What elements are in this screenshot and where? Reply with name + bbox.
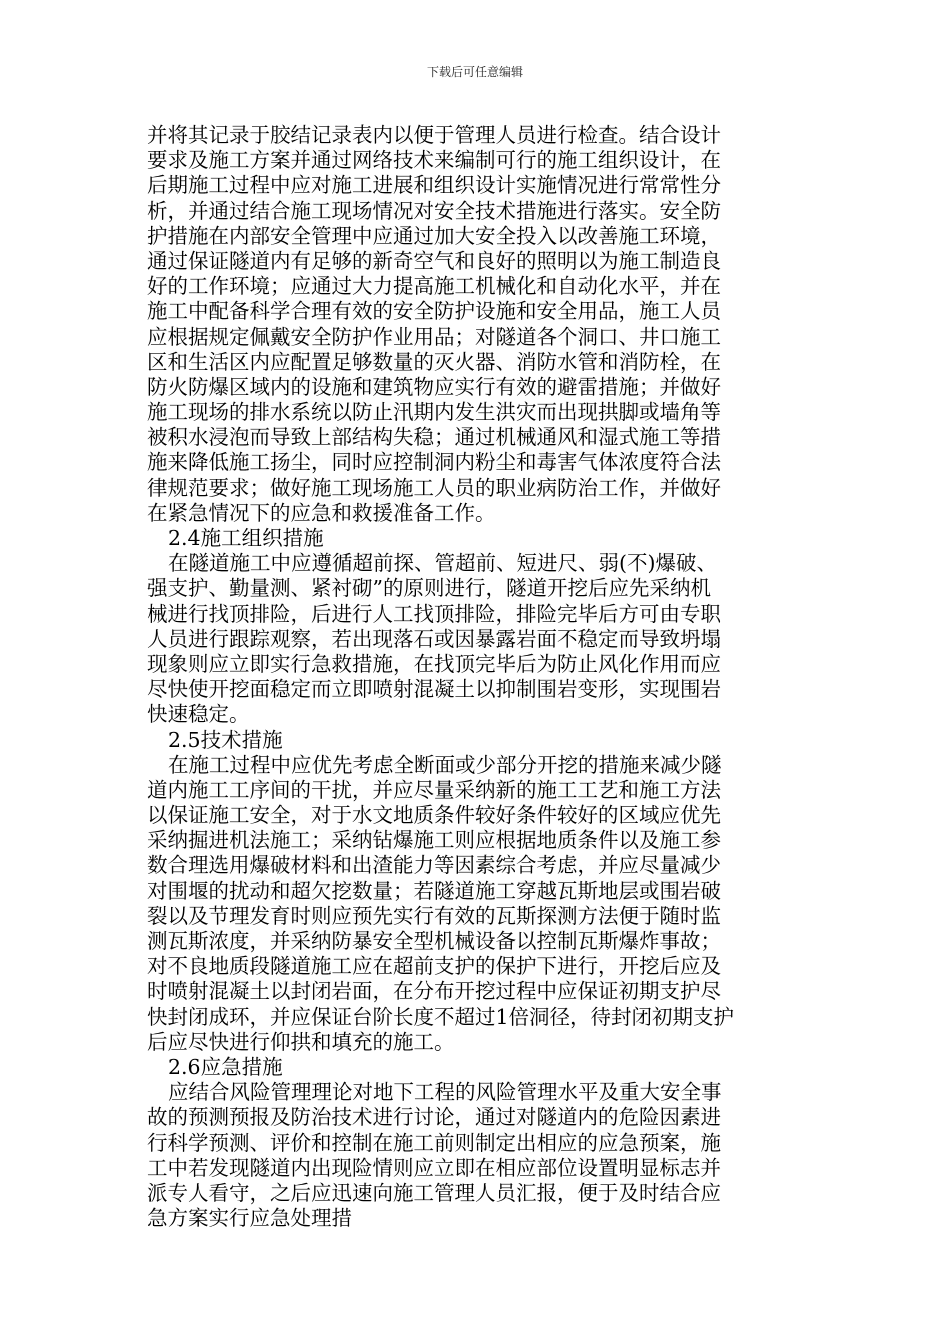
- heading-emergency-measures: [147, 1055, 811, 1080]
- section-heading: 2.5技术措施: [168, 727, 283, 752]
- text-line: 在紧急情况下的应急和救援准备工作。: [147, 500, 496, 525]
- section-heading: 2.4施工组织措施: [168, 526, 324, 550]
- text-line: 现象则应立即实行急救措施，在找顶完毕后为防止风化作用而应: [147, 651, 721, 676]
- text-line: 在隧道施工中应遵循超前探、管超前、短进尺、弱(不)爆破、: [168, 551, 717, 576]
- text-line: 以保证施工安全，对于水文地质条件较好条件较好的区域应优先: [147, 803, 721, 828]
- text-line: 好的工作环境；应通过大力提高施工机械化和自动化水平，并在: [147, 274, 721, 299]
- text-line: 道内施工工序间的干扰，并应尽量采纳新的施工工艺和施工方法: [147, 777, 721, 802]
- text-line: 应根据规定佩戴安全防护作业用品；对隧道各个洞口、井口施工: [147, 324, 721, 349]
- heading-construction-organization: [147, 526, 811, 551]
- paragraph-safety-measures: [147, 123, 811, 526]
- text-line: 快速稳定。: [147, 702, 250, 727]
- text-line: 律规范要求；做好施工现场施工人员的职业病防治工作，并做好: [147, 475, 721, 500]
- text-line: 急方案实行应急处理措: [147, 1206, 352, 1231]
- page-header: 下载后可任意编辑: [426, 65, 523, 79]
- text-line: 故的预测预报及防治技术进行讨论，通过对隧道内的危险因素进: [147, 1105, 721, 1130]
- text-line: 工中若发现隧道内出现险情则应立即在相应部位设置明显标志并: [147, 1155, 721, 1180]
- text-line: 时喷射混凝土以封闭岩面，在分布开挖过程中应保证初期支护尽: [147, 979, 721, 1004]
- text-line: 快封闭成环，并应保证台阶长度不超过1倍洞径，待封闭初期支护: [147, 1004, 735, 1029]
- text-line: 防火防爆区域内的设施和建筑物应实行有效的避雷措施；并做好: [147, 374, 721, 399]
- paragraph-emergency-measures: [147, 1080, 811, 1231]
- text-line: 施来降低施工扬尘，同时应控制洞内粉尘和毒害气体浓度符合法: [147, 450, 721, 475]
- heading-technical-measures: [147, 728, 811, 753]
- text-line: 被积水浸泡而导致上部结构失稳；通过机械通风和湿式施工等措: [147, 425, 721, 450]
- text-line: 数合理选用爆破材料和出渣能力等因素综合考虑，并应尽量减少: [147, 853, 721, 878]
- text-line: 护措施在内部安全管理中应通过加大安全投入以改善施工环境，: [147, 223, 721, 248]
- text-line: 对围堰的扰动和超欠挖数量；若隧道施工穿越瓦斯地层或围岩破: [147, 878, 721, 903]
- text-line: 测瓦斯浓度，并采纳防暴安全型机械设备以控制瓦斯爆炸事故；: [147, 929, 721, 953]
- text-line: 人员进行跟踪观察，若出现落石或因暴露岩面不稳定而导致坍塌: [147, 626, 721, 651]
- text-line: 施工中配备科学合理有效的安全防护设施和安全用品，施工人员: [147, 299, 721, 324]
- text-line: 后应尽快进行仰拱和填充的施工。: [147, 1029, 455, 1054]
- section-heading: 2.6应急措施: [168, 1054, 283, 1079]
- text-line: 采纳掘进机法施工；采纳钻爆施工则应根据地质条件以及施工参: [147, 828, 721, 853]
- text-line: 派专人看守，之后应迅速向施工管理人员汇报，便于及时结合应: [147, 1180, 721, 1205]
- text-line: 强支护、勤量测、紧衬砌”的原则进行，隧道开挖后应先采纳机: [147, 576, 711, 601]
- text-line: 要求及施工方案并通过网络技术来编制可行的施工组织设计，在: [147, 148, 721, 173]
- text-line: 析，并通过结合施工现场情况对安全技术措施进行落实。安全防: [147, 198, 721, 223]
- text-line: 尽快使开挖面稳定而立即喷射混凝土以抑制围岩变形，实现围岩: [147, 677, 721, 702]
- text-line: 行科学预测、评价和控制在施工前则制定出相应的应急预案，施: [147, 1130, 721, 1155]
- text-line: 应结合风险管理理论对地下工程的风险管理水平及重大安全事: [168, 1080, 722, 1105]
- text-line: 裂以及节理发育时则应预先实行有效的瓦斯探测方法便于随时监: [147, 903, 721, 928]
- text-line: 并将其记录于胶结记录表内以便于管理人员进行检查。结合设计: [147, 123, 721, 147]
- text-line: 施工现场的排水系统以防止汛期内发生洪灾而出现拱脚或墙角等: [147, 400, 721, 425]
- paragraph-technical-measures: [147, 753, 811, 1055]
- paragraph-construction-organization: [147, 551, 811, 727]
- text-line: 区和生活区内应配置足够数量的灭火器、消防水管和消防栓，在: [147, 349, 721, 374]
- text-line: 在施工过程中应优先考虑全断面或少部分开挖的措施来减少隧: [168, 752, 722, 777]
- text-line: 对不良地质段隧道施工应在超前支护的保护下进行，开挖后应及: [147, 954, 721, 979]
- text-line: 通过保证隧道内有足够的新奇空气和良好的照明以为施工制造良: [147, 248, 721, 273]
- text-line: 械进行找顶排险，后进行人工找顶排险，排险完毕后方可由专职: [147, 601, 721, 626]
- text-line: 后期施工过程中应对施工进展和组织设计实施情况进行常常性分: [147, 173, 721, 198]
- document-body: [147, 123, 811, 1231]
